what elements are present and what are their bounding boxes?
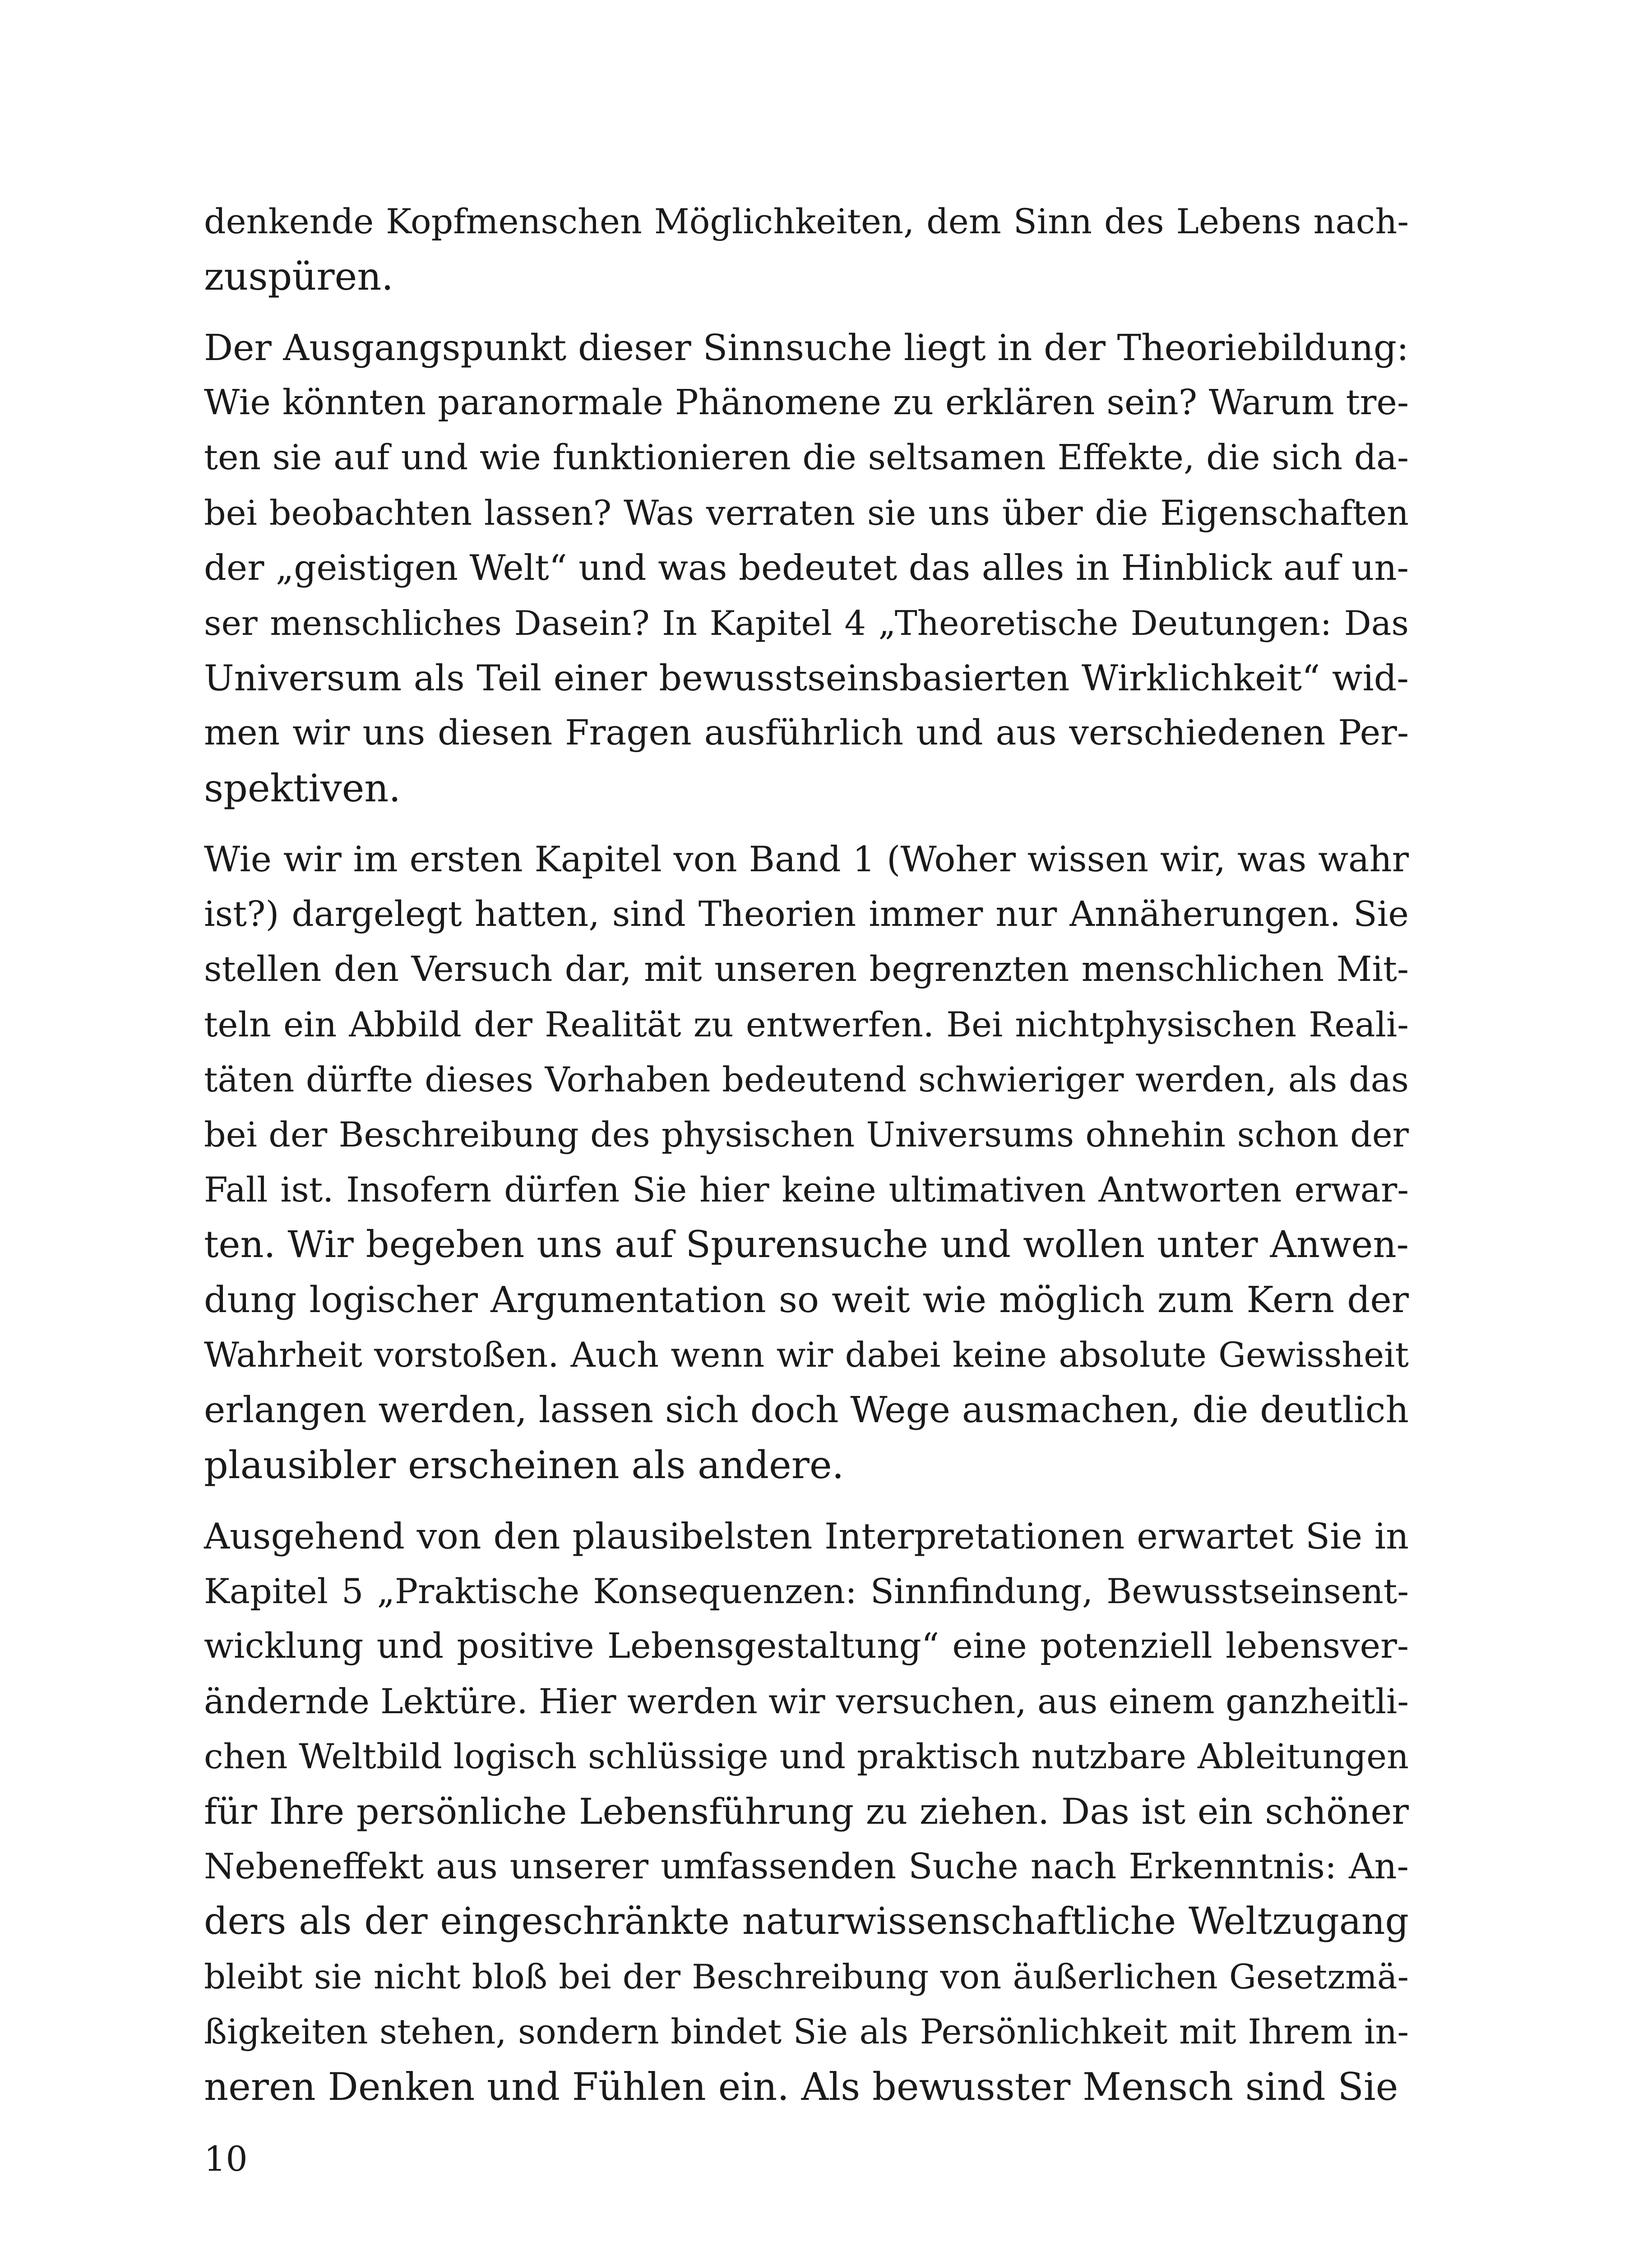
page-number: 10: [204, 2139, 248, 2179]
text-line: ten. Wir begeben uns auf Spurensuche und wollen unter Anwen-: [204, 1224, 1409, 1266]
text-line: ten sie auf und wie funktionieren die seltsamen Effekte, die sich da-: [204, 438, 1409, 478]
text-line: plausibler erscheinen als andere.: [204, 1443, 844, 1487]
text-line: ser menschliches Dasein? In Kapitel 4 „Theoretische Deutungen: Das: [204, 603, 1409, 643]
paragraph-gap: [204, 816, 1409, 832]
text-line: men wir uns diesen Fragen ausführlich und aus verschiedenen Per-: [204, 713, 1409, 753]
text-line: Ausgehend von den plausibelsten Interpretationen erwartet Sie in: [204, 1516, 1409, 1557]
paragraph-gap: [204, 1493, 1409, 1509]
text-line: teln ein Abbild der Realität zu entwerfen. Bei nichtphysischen Reali-: [204, 1004, 1409, 1045]
text-line: dung logischer Argumentation so weit wie möglich zum Kern der: [204, 1279, 1409, 1321]
text-line: Fall ist. Insofern dürfen Sie hier keine ultimativen Antworten erwar-: [204, 1170, 1409, 1210]
text-line: bleibt sie nicht bloß bei der Beschreibung von äußerlichen Gesetzmä-: [204, 1957, 1409, 1997]
text-line: wicklung und positive Lebensgestaltung“ eine potenziell lebensver-: [204, 1626, 1409, 1666]
text-line: ders als der eingeschränkte naturwissenschaftliche Weltzugang: [204, 1900, 1409, 1943]
paragraph: [204, 832, 1409, 1493]
text-line: für Ihre persönliche Lebensführung zu ziehen. Das ist ein schöner: [204, 1791, 1409, 1832]
text-line: der „geistigen Welt“ und was bedeutet das alles in Hinblick auf un-: [204, 548, 1409, 588]
text-line: zuspüren.: [204, 254, 393, 299]
text-line: Nebeneffekt aus unserer umfassenden Suche nach Erkenntnis: An-: [204, 1846, 1409, 1887]
text-line: Der Ausgangspunkt dieser Sinnsuche liegt in der Theoriebildung:: [204, 327, 1409, 369]
paragraph: [204, 194, 1409, 304]
text-line: Universum als Teil einer bewusstseinsbasierten Wirklichkeit“ wid-: [204, 657, 1409, 699]
text-line: spektiven.: [204, 766, 401, 810]
text-line: bei beobachten lassen? Was verraten sie uns über die Eigenschaften: [204, 493, 1409, 533]
paragraph-gap: [204, 304, 1409, 320]
text-line: Wie wir im ersten Kapitel von Band 1 (Woher wissen wir, was wahr: [204, 839, 1409, 880]
text-line: neren Denken und Fühlen ein. Als bewusster Mensch sind Sie: [204, 2065, 1398, 2109]
text-line: erlangen werden, lassen sich doch Wege ausmachen, die deutlich: [204, 1389, 1409, 1431]
text-line: stellen den Versuch dar, mit unseren begrenzten menschlichen Mit-: [204, 949, 1409, 989]
text-line: denkende Kopfmenschen Möglichkeiten, dem Sinn des Lebens nach-: [204, 201, 1409, 241]
text-line: chen Weltbild logisch schlüssige und praktisch nutzbare Ableitungen: [204, 1736, 1409, 1776]
text-line: täten dürfte dieses Vorhaben bedeutend schwieriger werden, als das: [204, 1059, 1409, 1100]
text-line: Kapitel 5 „Praktische Konsequenzen: Sinnfindung, Bewusstseinsent-: [204, 1571, 1409, 1611]
text-line: ßigkeiten stehen, sondern bindet Sie als Persönlichkeit mit Ihrem in-: [204, 2011, 1409, 2052]
text-line: Wie könnten paranormale Phänomene zu erklären sein? Warum tre-: [204, 383, 1409, 423]
text-line: ändernde Lektüre. Hier werden wir versuchen, aus einem ganzheitli-: [204, 1681, 1409, 1721]
text-line: bei der Beschreibung des physischen Universums ohnehin schon der: [204, 1114, 1409, 1155]
text-line: Wahrheit vorstoßen. Auch wenn wir dabei keine absolute Gewissheit: [204, 1335, 1409, 1375]
paragraph: [204, 320, 1409, 816]
text-line: ist?) dargelegt hatten, sind Theorien immer nur Annäherungen. Sie: [204, 894, 1409, 934]
body-text: [204, 194, 1409, 2114]
paragraph: [204, 1509, 1409, 2114]
